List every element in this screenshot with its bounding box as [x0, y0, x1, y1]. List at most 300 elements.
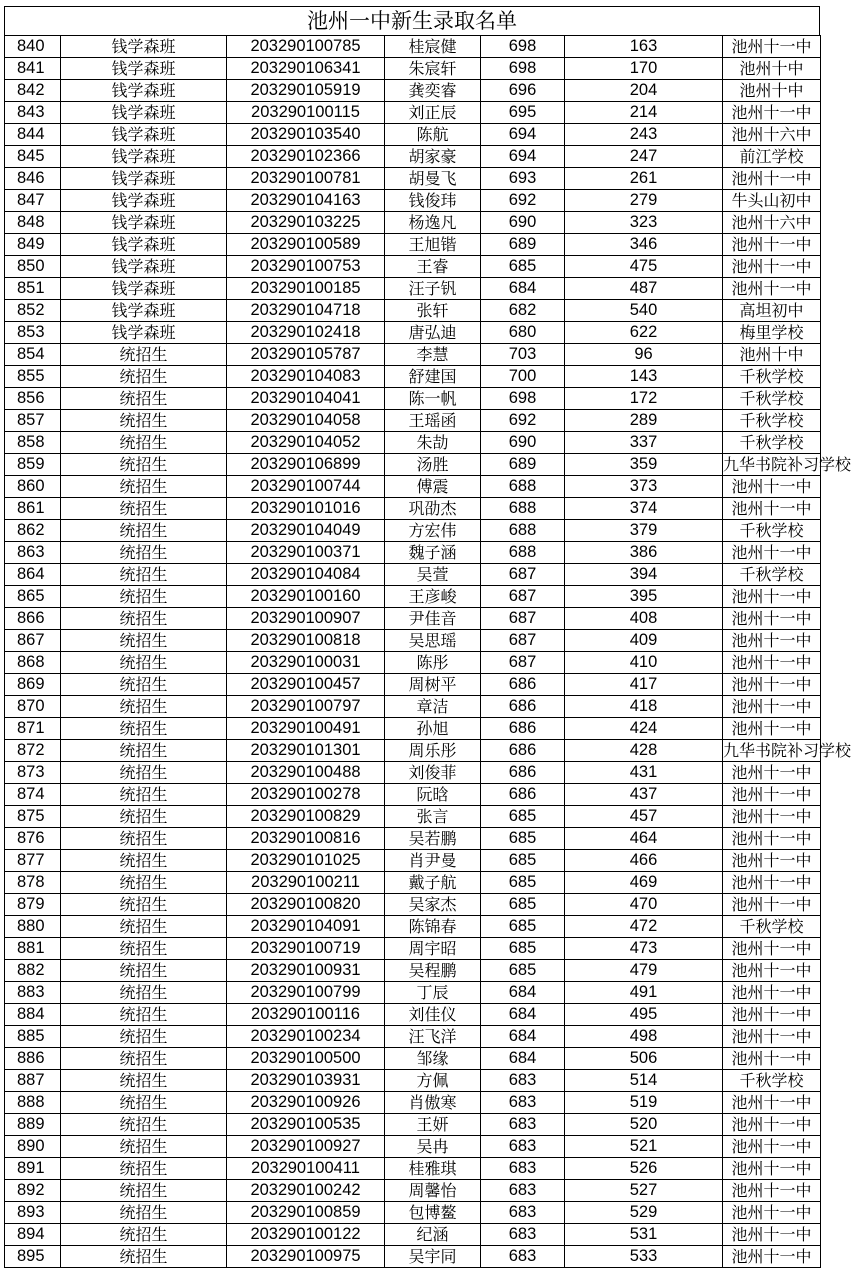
table-row — [5, 410, 821, 432]
school-cell: 池州十一中 — [723, 960, 821, 982]
table-row — [5, 190, 821, 212]
score-cell: 684 — [481, 982, 565, 1004]
table-row — [5, 80, 821, 102]
exam-id-cell: 203290100115 — [227, 102, 385, 124]
score-cell: 684 — [481, 278, 565, 300]
score-cell: 689 — [481, 454, 565, 476]
student-name-cell: 周乐彤 — [385, 740, 481, 762]
rank-cell: 470 — [565, 894, 723, 916]
rank-cell: 373 — [565, 476, 723, 498]
exam-id-cell: 203290100589 — [227, 234, 385, 256]
exam-id-cell: 203290100907 — [227, 608, 385, 630]
school-cell: 池州十一中 — [723, 718, 821, 740]
table-row — [5, 234, 821, 256]
rank-cell: 346 — [565, 234, 723, 256]
row-number-cell: 846 — [5, 168, 61, 190]
table-row — [5, 652, 821, 674]
student-name-cell: 舒建国 — [385, 366, 481, 388]
score-cell: 688 — [481, 476, 565, 498]
class-type-cell: 统招生 — [61, 410, 227, 432]
rank-cell: 495 — [565, 1004, 723, 1026]
table-row — [5, 520, 821, 542]
class-type-cell: 统招生 — [61, 1136, 227, 1158]
table-row — [5, 1202, 821, 1224]
exam-id-cell: 203290100818 — [227, 630, 385, 652]
row-number-cell: 851 — [5, 278, 61, 300]
score-cell: 685 — [481, 872, 565, 894]
row-number-cell: 856 — [5, 388, 61, 410]
school-cell: 前江学校 — [723, 146, 821, 168]
table-row — [5, 872, 821, 894]
school-cell: 池州十一中 — [723, 696, 821, 718]
student-name-cell: 阮晗 — [385, 784, 481, 806]
class-type-cell: 钱学森班 — [61, 58, 227, 80]
student-name-cell: 尹佳音 — [385, 608, 481, 630]
school-cell: 池州十一中 — [723, 1158, 821, 1180]
exam-id-cell: 203290100926 — [227, 1092, 385, 1114]
rank-cell: 527 — [565, 1180, 723, 1202]
row-number-cell: 847 — [5, 190, 61, 212]
school-cell: 池州十六中 — [723, 212, 821, 234]
school-cell: 九华书院补习学校 — [723, 455, 851, 474]
exam-id-cell: 203290100411 — [227, 1158, 385, 1180]
student-name-cell: 王瑶函 — [385, 410, 481, 432]
student-name-cell: 戴子航 — [385, 872, 481, 894]
school-cell: 池州十一中 — [723, 1136, 821, 1158]
score-cell: 696 — [481, 80, 565, 102]
rank-cell: 529 — [565, 1202, 723, 1224]
school-cell: 千秋学校 — [723, 1070, 821, 1092]
class-type-cell: 统招生 — [61, 1048, 227, 1070]
table-row — [5, 1180, 821, 1202]
rank-cell: 418 — [565, 696, 723, 718]
table-row — [5, 1048, 821, 1070]
row-number-cell: 882 — [5, 960, 61, 982]
table-row — [5, 432, 821, 454]
row-number-cell: 877 — [5, 850, 61, 872]
student-name-cell: 吴思瑶 — [385, 630, 481, 652]
exam-id-cell: 203290100859 — [227, 1202, 385, 1224]
row-number-cell: 879 — [5, 894, 61, 916]
score-cell: 683 — [481, 1158, 565, 1180]
rank-cell: 472 — [565, 916, 723, 938]
rank-cell: 540 — [565, 300, 723, 322]
school-cell: 池州十一中 — [723, 1180, 821, 1202]
score-cell: 683 — [481, 1070, 565, 1092]
row-number-cell: 870 — [5, 696, 61, 718]
exam-id-cell: 203290100371 — [227, 542, 385, 564]
student-name-cell: 方宏伟 — [385, 520, 481, 542]
score-cell: 685 — [481, 850, 565, 872]
row-number-cell: 888 — [5, 1092, 61, 1114]
student-name-cell: 王睿 — [385, 256, 481, 278]
student-name-cell: 周馨怡 — [385, 1180, 481, 1202]
school-cell: 池州十中 — [723, 58, 821, 80]
row-number-cell: 858 — [5, 432, 61, 454]
school-cell: 牛头山初中 — [723, 190, 821, 212]
class-type-cell: 钱学森班 — [61, 102, 227, 124]
row-number-cell: 842 — [5, 80, 61, 102]
rank-cell: 506 — [565, 1048, 723, 1070]
row-number-cell: 855 — [5, 366, 61, 388]
exam-id-cell: 203290100211 — [227, 872, 385, 894]
class-type-cell: 钱学森班 — [61, 36, 227, 58]
row-number-cell: 892 — [5, 1180, 61, 1202]
class-type-cell: 统招生 — [61, 432, 227, 454]
row-number-cell: 881 — [5, 938, 61, 960]
score-cell: 683 — [481, 1224, 565, 1246]
school-cell: 池州十一中 — [723, 168, 821, 190]
rank-cell: 214 — [565, 102, 723, 124]
exam-id-cell: 203290100457 — [227, 674, 385, 696]
exam-id-cell: 203290100234 — [227, 1026, 385, 1048]
table-row — [5, 542, 821, 564]
row-number-cell: 893 — [5, 1202, 61, 1224]
student-name-cell: 刘俊菲 — [385, 762, 481, 784]
row-number-cell: 885 — [5, 1026, 61, 1048]
table-row — [5, 1026, 821, 1048]
rank-cell: 622 — [565, 322, 723, 344]
score-cell: 687 — [481, 564, 565, 586]
exam-id-cell: 203290104163 — [227, 190, 385, 212]
row-number-cell: 886 — [5, 1048, 61, 1070]
class-type-cell: 统招生 — [61, 498, 227, 520]
rank-cell: 526 — [565, 1158, 723, 1180]
school-cell: 池州十一中 — [723, 828, 821, 850]
class-type-cell: 钱学森班 — [61, 212, 227, 234]
class-type-cell: 统招生 — [61, 938, 227, 960]
student-name-cell: 陈航 — [385, 124, 481, 146]
school-cell: 池州十一中 — [723, 102, 821, 124]
row-number-cell: 884 — [5, 1004, 61, 1026]
class-type-cell: 统招生 — [61, 916, 227, 938]
exam-id-cell: 203290102418 — [227, 322, 385, 344]
table-row — [5, 454, 821, 476]
school-cell: 池州十一中 — [723, 1224, 821, 1246]
row-number-cell: 857 — [5, 410, 61, 432]
table-row — [5, 476, 821, 498]
score-cell: 686 — [481, 718, 565, 740]
table-row — [5, 168, 821, 190]
score-cell: 683 — [481, 1136, 565, 1158]
exam-id-cell: 203290104091 — [227, 916, 385, 938]
score-cell: 684 — [481, 1026, 565, 1048]
student-name-cell: 邹缘 — [385, 1048, 481, 1070]
student-name-cell: 方佩 — [385, 1070, 481, 1092]
table-row — [5, 1246, 821, 1268]
exam-id-cell: 203290100500 — [227, 1048, 385, 1070]
score-cell: 685 — [481, 806, 565, 828]
rank-cell: 261 — [565, 168, 723, 190]
student-name-cell: 唐弘迪 — [385, 322, 481, 344]
table-row — [5, 828, 821, 850]
rank-cell: 479 — [565, 960, 723, 982]
score-cell: 687 — [481, 586, 565, 608]
school-cell: 池州十一中 — [723, 630, 821, 652]
school-cell: 池州十一中 — [723, 278, 821, 300]
table-row — [5, 894, 821, 916]
table-row — [5, 960, 821, 982]
score-cell: 687 — [481, 630, 565, 652]
class-type-cell: 统招生 — [61, 454, 227, 476]
rank-cell: 469 — [565, 872, 723, 894]
student-name-cell: 王旭锴 — [385, 234, 481, 256]
score-cell: 687 — [481, 608, 565, 630]
class-type-cell: 统招生 — [61, 366, 227, 388]
student-name-cell: 胡家豪 — [385, 146, 481, 168]
school-cell: 千秋学校 — [723, 432, 821, 454]
student-name-cell: 肖傲寒 — [385, 1092, 481, 1114]
table-row — [5, 344, 821, 366]
table-row — [5, 300, 821, 322]
rank-cell: 473 — [565, 938, 723, 960]
score-cell: 692 — [481, 190, 565, 212]
student-name-cell: 傅震 — [385, 476, 481, 498]
school-cell: 千秋学校 — [723, 366, 821, 388]
student-name-cell: 巩劭杰 — [385, 498, 481, 520]
exam-id-cell: 203290100160 — [227, 586, 385, 608]
table-row — [5, 762, 821, 784]
row-number-cell: 878 — [5, 872, 61, 894]
school-cell: 池州十一中 — [723, 938, 821, 960]
school-cell: 池州十一中 — [723, 674, 821, 696]
score-cell: 698 — [481, 58, 565, 80]
school-cell: 池州十一中 — [723, 784, 821, 806]
school-cell: 千秋学校 — [723, 410, 821, 432]
student-name-cell: 吴冉 — [385, 1136, 481, 1158]
exam-id-cell: 203290100799 — [227, 982, 385, 1004]
student-name-cell: 朱宸轩 — [385, 58, 481, 80]
school-cell: 池州十一中 — [723, 476, 821, 498]
score-cell: 692 — [481, 410, 565, 432]
exam-id-cell: 203290100753 — [227, 256, 385, 278]
school-cell: 梅里学校 — [723, 322, 821, 344]
student-name-cell: 包博鳌 — [385, 1202, 481, 1224]
student-name-cell: 吴宇同 — [385, 1246, 481, 1268]
class-type-cell: 统招生 — [61, 894, 227, 916]
table-row — [5, 1158, 821, 1180]
row-number-cell: 867 — [5, 630, 61, 652]
exam-id-cell: 203290100829 — [227, 806, 385, 828]
school-cell: 池州十一中 — [723, 872, 821, 894]
exam-id-cell: 203290100491 — [227, 718, 385, 740]
row-number-cell: 894 — [5, 1224, 61, 1246]
score-cell: 686 — [481, 740, 565, 762]
table-row — [5, 256, 821, 278]
exam-id-cell: 203290100116 — [227, 1004, 385, 1026]
school-cell: 池州十一中 — [723, 1026, 821, 1048]
row-number-cell: 865 — [5, 586, 61, 608]
rank-cell: 394 — [565, 564, 723, 586]
class-type-cell: 统招生 — [61, 718, 227, 740]
score-cell: 694 — [481, 146, 565, 168]
class-type-cell: 统招生 — [61, 520, 227, 542]
rank-cell: 374 — [565, 498, 723, 520]
table-row — [5, 146, 821, 168]
rank-cell: 531 — [565, 1224, 723, 1246]
school-cell: 池州十中 — [723, 80, 821, 102]
row-number-cell: 841 — [5, 58, 61, 80]
rank-cell: 498 — [565, 1026, 723, 1048]
rank-cell: 359 — [565, 454, 723, 476]
exam-id-cell: 203290100535 — [227, 1114, 385, 1136]
row-number-cell: 873 — [5, 762, 61, 784]
score-cell: 685 — [481, 828, 565, 850]
student-name-cell: 陈锦春 — [385, 916, 481, 938]
score-cell: 683 — [481, 1114, 565, 1136]
table-row — [5, 696, 821, 718]
row-number-cell: 868 — [5, 652, 61, 674]
student-name-cell: 张轩 — [385, 300, 481, 322]
rank-cell: 514 — [565, 1070, 723, 1092]
score-cell: 682 — [481, 300, 565, 322]
exam-id-cell: 203290101016 — [227, 498, 385, 520]
score-cell: 688 — [481, 542, 565, 564]
school-cell: 池州十一中 — [723, 850, 821, 872]
score-cell: 684 — [481, 1004, 565, 1026]
student-name-cell: 桂宸健 — [385, 36, 481, 58]
row-number-cell: 872 — [5, 740, 61, 762]
school-cell: 池州十一中 — [723, 586, 821, 608]
class-type-cell: 钱学森班 — [61, 146, 227, 168]
row-number-cell: 863 — [5, 542, 61, 564]
student-name-cell: 胡曼飞 — [385, 168, 481, 190]
student-name-cell: 吴萱 — [385, 564, 481, 586]
class-type-cell: 统招生 — [61, 872, 227, 894]
student-name-cell: 吴家杰 — [385, 894, 481, 916]
score-cell: 686 — [481, 674, 565, 696]
rank-cell: 521 — [565, 1136, 723, 1158]
score-cell: 683 — [481, 1202, 565, 1224]
score-cell: 693 — [481, 168, 565, 190]
table-row — [5, 1114, 821, 1136]
row-number-cell: 843 — [5, 102, 61, 124]
rank-cell: 464 — [565, 828, 723, 850]
rank-cell: 417 — [565, 674, 723, 696]
class-type-cell: 钱学森班 — [61, 300, 227, 322]
row-number-cell: 876 — [5, 828, 61, 850]
table-row — [5, 740, 821, 762]
row-number-cell: 840 — [5, 36, 61, 58]
class-type-cell: 统招生 — [61, 652, 227, 674]
class-type-cell: 统招生 — [61, 1202, 227, 1224]
student-name-cell: 朱劼 — [385, 432, 481, 454]
student-name-cell: 桂雅琪 — [385, 1158, 481, 1180]
table-row — [5, 366, 821, 388]
student-name-cell: 龚奕睿 — [385, 80, 481, 102]
class-type-cell: 统招生 — [61, 586, 227, 608]
student-name-cell: 孙旭 — [385, 718, 481, 740]
class-type-cell: 统招生 — [61, 1180, 227, 1202]
table-row — [5, 1092, 821, 1114]
school-cell: 池州十一中 — [723, 762, 821, 784]
exam-id-cell: 203290103931 — [227, 1070, 385, 1092]
rank-cell: 395 — [565, 586, 723, 608]
student-name-cell: 章洁 — [385, 696, 481, 718]
class-type-cell: 统招生 — [61, 960, 227, 982]
table-row — [5, 1004, 821, 1026]
class-type-cell: 统招生 — [61, 784, 227, 806]
exam-id-cell: 203290100820 — [227, 894, 385, 916]
table-row — [5, 124, 821, 146]
rank-cell: 408 — [565, 608, 723, 630]
school-cell: 千秋学校 — [723, 564, 821, 586]
score-cell: 685 — [481, 960, 565, 982]
score-cell: 690 — [481, 432, 565, 454]
table-row — [5, 982, 821, 1004]
rank-cell: 96 — [565, 344, 723, 366]
school-cell: 千秋学校 — [723, 520, 821, 542]
score-cell: 688 — [481, 520, 565, 542]
exam-id-cell: 203290100488 — [227, 762, 385, 784]
class-type-cell: 钱学森班 — [61, 278, 227, 300]
exam-id-cell: 203290100816 — [227, 828, 385, 850]
exam-id-cell: 203290100185 — [227, 278, 385, 300]
student-name-cell: 王妍 — [385, 1114, 481, 1136]
student-name-cell: 丁辰 — [385, 982, 481, 1004]
student-name-cell: 汤胜 — [385, 454, 481, 476]
school-cell: 池州十一中 — [723, 1202, 821, 1224]
class-type-cell: 统招生 — [61, 674, 227, 696]
table-row — [5, 102, 821, 124]
rank-cell: 172 — [565, 388, 723, 410]
class-type-cell: 钱学森班 — [61, 80, 227, 102]
row-number-cell: 853 — [5, 322, 61, 344]
rank-cell: 379 — [565, 520, 723, 542]
student-name-cell: 陈一帆 — [385, 388, 481, 410]
class-type-cell: 统招生 — [61, 850, 227, 872]
rank-cell: 428 — [565, 740, 723, 762]
exam-id-cell: 203290105919 — [227, 80, 385, 102]
rank-cell: 491 — [565, 982, 723, 1004]
row-number-cell: 889 — [5, 1114, 61, 1136]
exam-id-cell: 203290106899 — [227, 454, 385, 476]
table-row — [5, 36, 821, 58]
table-body — [5, 36, 851, 1268]
score-cell: 698 — [481, 36, 565, 58]
school-cell: 池州十一中 — [723, 234, 821, 256]
rank-cell: 143 — [565, 366, 723, 388]
exam-id-cell: 203290100278 — [227, 784, 385, 806]
rank-cell: 289 — [565, 410, 723, 432]
rank-cell: 170 — [565, 58, 723, 80]
score-cell: 700 — [481, 366, 565, 388]
score-cell: 680 — [481, 322, 565, 344]
school-cell: 池州十一中 — [723, 1048, 821, 1070]
rank-cell: 437 — [565, 784, 723, 806]
score-cell: 695 — [481, 102, 565, 124]
table-row — [5, 916, 821, 938]
student-name-cell: 周树平 — [385, 674, 481, 696]
rank-cell: 487 — [565, 278, 723, 300]
table-row — [5, 388, 821, 410]
score-cell: 688 — [481, 498, 565, 520]
school-cell: 池州十一中 — [723, 608, 821, 630]
class-type-cell: 统招生 — [61, 828, 227, 850]
exam-id-cell: 203290100242 — [227, 1180, 385, 1202]
score-cell: 686 — [481, 762, 565, 784]
score-cell: 684 — [481, 1048, 565, 1070]
table-row — [5, 784, 821, 806]
school-cell: 池州十一中 — [723, 982, 821, 1004]
school-cell: 池州十一中 — [723, 806, 821, 828]
row-number-cell: 852 — [5, 300, 61, 322]
score-cell: 683 — [481, 1180, 565, 1202]
exam-id-cell: 203290100785 — [227, 36, 385, 58]
student-name-cell: 汪飞洋 — [385, 1026, 481, 1048]
table-row — [5, 1136, 821, 1158]
exam-id-cell: 203290104041 — [227, 388, 385, 410]
